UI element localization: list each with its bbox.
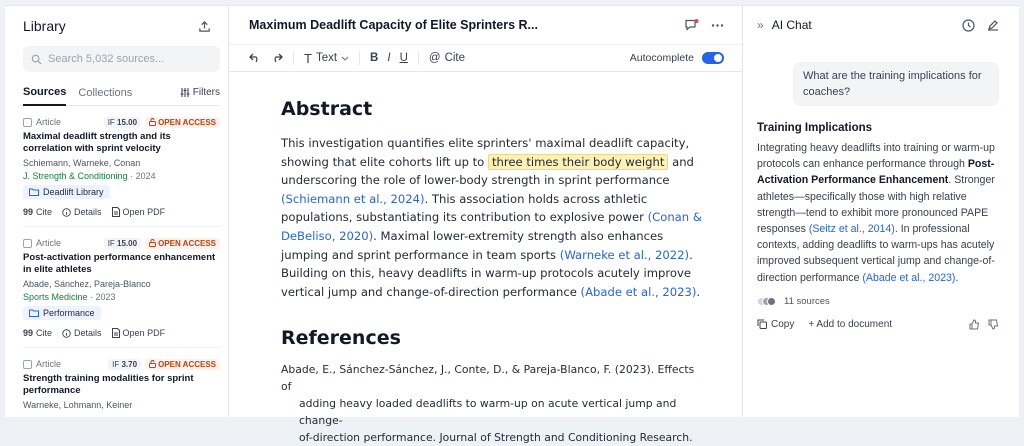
cite-label: Cite [36,207,53,217]
chat-title: AI Chat [771,18,812,32]
user-message: What are the training implications for coaches? [793,62,999,106]
abstract-text: This investigation quantifies elite sprinters' maximal deadlift capacity, showing that elite cohorts lift up to [281,136,690,169]
select-checkbox[interactable] [23,360,32,369]
if-label: IF [107,117,115,127]
collection-tag[interactable] [23,185,110,199]
open-pdf-button[interactable] [112,328,166,338]
card-authors: Schiemann, Warneke, Conan [23,158,141,168]
select-checkbox[interactable] [23,239,32,248]
card-actions [23,328,220,338]
filters-button[interactable] [180,87,220,98]
assistant-answer [757,140,1019,286]
chat-actions [757,319,1019,330]
cite-button[interactable] [23,328,52,338]
cite-insert-label: Cite [444,52,466,64]
document-title[interactable]: Maximum Deadlift Capacity of Elite Sprinters R... [249,18,538,32]
divider [293,51,294,65]
folder-icon [29,188,39,196]
unlock-icon [149,239,156,247]
filters-label: Filters [192,87,220,98]
open-pdf-label: Open PDF [122,328,166,338]
highlighted-text[interactable]: three times their body weight [488,154,668,170]
journal-name: Sports Medicine [23,292,88,302]
open-access-label: OPEN ACCESS [158,238,216,248]
if-value: 15.00 [117,238,138,248]
tab-collections[interactable]: Collections [78,86,133,99]
answer-text: . In professional contexts, adding deadlifts to warm-ups has acutely improved subsequent vertical jump and change-of-direction performance [757,223,995,284]
text-icon: T [304,50,312,66]
document-panel [229,6,743,445]
if-label: IF [112,359,120,369]
details-button[interactable] [62,328,102,338]
thumbs-up-icon[interactable] [969,319,980,330]
underline-button[interactable]: U [399,52,408,64]
text-style-dropdown[interactable] [304,51,349,66]
edit-icon[interactable] [987,19,999,32]
text-style-label: Text [315,52,338,64]
search-input[interactable] [48,53,208,65]
library-title: Library [23,18,66,34]
if-value: 15.00 [117,117,138,127]
autocomplete-label: Autocomplete [629,52,694,64]
citation-link[interactable]: (Seitz et al., 2014) [808,223,895,236]
open-pdf-label: Open PDF [122,207,166,217]
collection-label: Performance [43,308,95,318]
pub-year: · 2024 [127,171,156,181]
details-label: Details [74,328,102,338]
app-window [5,5,1019,445]
card-type: Article [36,117,62,127]
card-title[interactable]: Post-activation performance enhancement in elite athletes [23,252,216,275]
bold-button[interactable]: B [370,52,379,64]
answer-text: Integrating heavy deadlifts into training or warm-up protocols can enhance performance through [757,142,995,171]
cite-button[interactable] [23,207,52,217]
citation-link[interactable]: (Abade et al., 2023) [580,284,697,299]
collection-label: Deadlift Library [43,187,104,197]
source-card[interactable] [23,106,220,227]
abstract-text: and underscoring the role of lower-body strength in sprint performance [281,154,694,188]
filters-icon [180,88,190,97]
thumbs-down-icon[interactable] [988,319,999,330]
references-heading: References [281,327,401,350]
if-label: IF [107,238,115,248]
history-icon[interactable] [962,19,975,32]
card-type: Article [36,359,62,369]
cite-label: Cite [36,328,53,338]
comment-icon[interactable] [685,19,699,32]
citation-link[interactable]: (Schiemann et al., 2024) [281,191,425,206]
folder-icon [29,309,39,317]
card-actions [23,207,220,217]
at-icon: @ [428,52,441,64]
citation-link[interactable]: (Warneke et al., 2022) [559,247,690,262]
open-access-badge [145,359,220,370]
details-label: Details [74,207,102,217]
reference-line: adding heavy loaded deadlifts to warm-up on acute vertical jump and change- [299,397,677,428]
card-title[interactable]: Maximal deadlift strength and its correlation with sprint velocity [23,131,171,154]
citation-link[interactable]: (Abade et al., 2023) [862,271,956,284]
chat-tools [962,19,999,32]
abstract-text: . Building on this, heavy deadlifts in warm-up protocols acutely improve vertical jump and change-of-direction performance [281,247,693,299]
card-type: Article [36,238,62,248]
source-card[interactable] [23,348,220,419]
document-header [229,6,742,44]
autocomplete-toggle[interactable] [702,52,724,64]
redo-icon[interactable] [271,53,283,63]
citation-link[interactable]: (Conan & DeBeliso, 2020) [281,210,702,243]
upload-icon[interactable] [194,16,214,36]
quote-icon: 99 [23,207,34,217]
chat-header [757,6,1019,44]
cite-insert-button[interactable] [429,52,465,64]
document-tools [685,19,724,32]
info-icon [62,208,71,217]
impact-factor-badge [104,117,141,128]
impact-factor-badge [108,359,141,370]
sources-indicator[interactable] [757,296,1019,307]
collection-tag[interactable] [23,306,101,320]
library-header [5,6,228,46]
sources-count: 11 sources [784,295,830,307]
add-to-document-button[interactable]: + Add to document [808,318,893,330]
source-card[interactable] [23,227,220,348]
impact-factor-badge [104,238,141,249]
if-value: 3.70 [121,359,138,369]
source-avatars [757,297,772,306]
autocomplete-control [630,52,724,64]
search-icon [31,54,42,65]
open-pdf-button[interactable] [112,207,166,217]
document-body[interactable] [229,72,742,446]
card-authors: Abade, Sánchez, Pareja-Blanco [23,279,151,289]
abstract-paragraph[interactable] [281,134,702,301]
chevron-down-icon [341,56,349,61]
reference-line: Abade, E., Sánchez-Sánchez, J., Conte, D., & Pareja-Blanco, F. (2023). Effects of [281,363,695,394]
answer-text: . [955,271,959,284]
collapse-icon[interactable]: » [757,18,764,32]
library-panel [5,6,229,417]
card-journal [23,171,220,181]
open-access-badge [145,117,220,128]
open-access-badge [145,238,220,249]
tab-sources[interactable]: Sources [23,80,66,106]
details-button[interactable] [62,207,102,217]
file-icon [112,328,120,338]
open-access-label: OPEN ACCESS [158,359,216,369]
card-journal [23,292,220,302]
editor-toolbar [229,44,742,72]
select-checkbox[interactable] [23,118,32,127]
journal-name: J. Strength & Conditioning [23,171,128,181]
abstract-heading: Abstract [281,98,373,120]
card-meta [23,358,220,370]
italic-button[interactable]: I [387,52,391,64]
copy-label: Copy [771,318,795,330]
info-icon [62,329,71,338]
copy-button[interactable] [757,319,794,330]
unlock-icon [149,360,156,368]
card-authors: Warneke, Lohmann, Keiner [23,400,133,410]
answer-text: . Stronger athletes—specifically those with high relative strength—tend to exhibit more pronounced PAPE responses [757,174,995,236]
open-access-label: OPEN ACCESS [158,117,216,127]
undo-icon[interactable] [249,53,261,63]
card-meta [23,116,220,128]
answer-emphasis: Post-Activation Performance Enhancement [757,158,995,187]
search-box[interactable] [23,46,220,72]
copy-icon [757,319,767,329]
card-title[interactable]: Strength training modalities for sprint performance [23,373,194,396]
abstract-text: . [696,284,701,299]
answer-heading: Training Implications [757,122,873,134]
pub-year: · 2023 [87,292,116,302]
card-meta [23,237,220,249]
chat-panel [743,6,1019,417]
abstract-text: . Maximal lower-extremity strength also enhances jumping and sprint performance in team sports [281,228,664,262]
quote-icon: 99 [23,328,34,338]
reference-line: of-direction performance. Journal of Strength and Conditioning Research. [299,431,693,445]
abstract-text: . This association holds across athletic populations, substantiating its contribution to explosive power [281,191,648,225]
divider [359,51,360,65]
library-tabs [23,80,220,106]
divider [418,51,419,65]
reference-entry [281,361,702,446]
file-icon [112,207,120,217]
more-icon[interactable] [711,19,724,32]
feedback-buttons [969,319,999,330]
unlock-icon [149,118,156,126]
